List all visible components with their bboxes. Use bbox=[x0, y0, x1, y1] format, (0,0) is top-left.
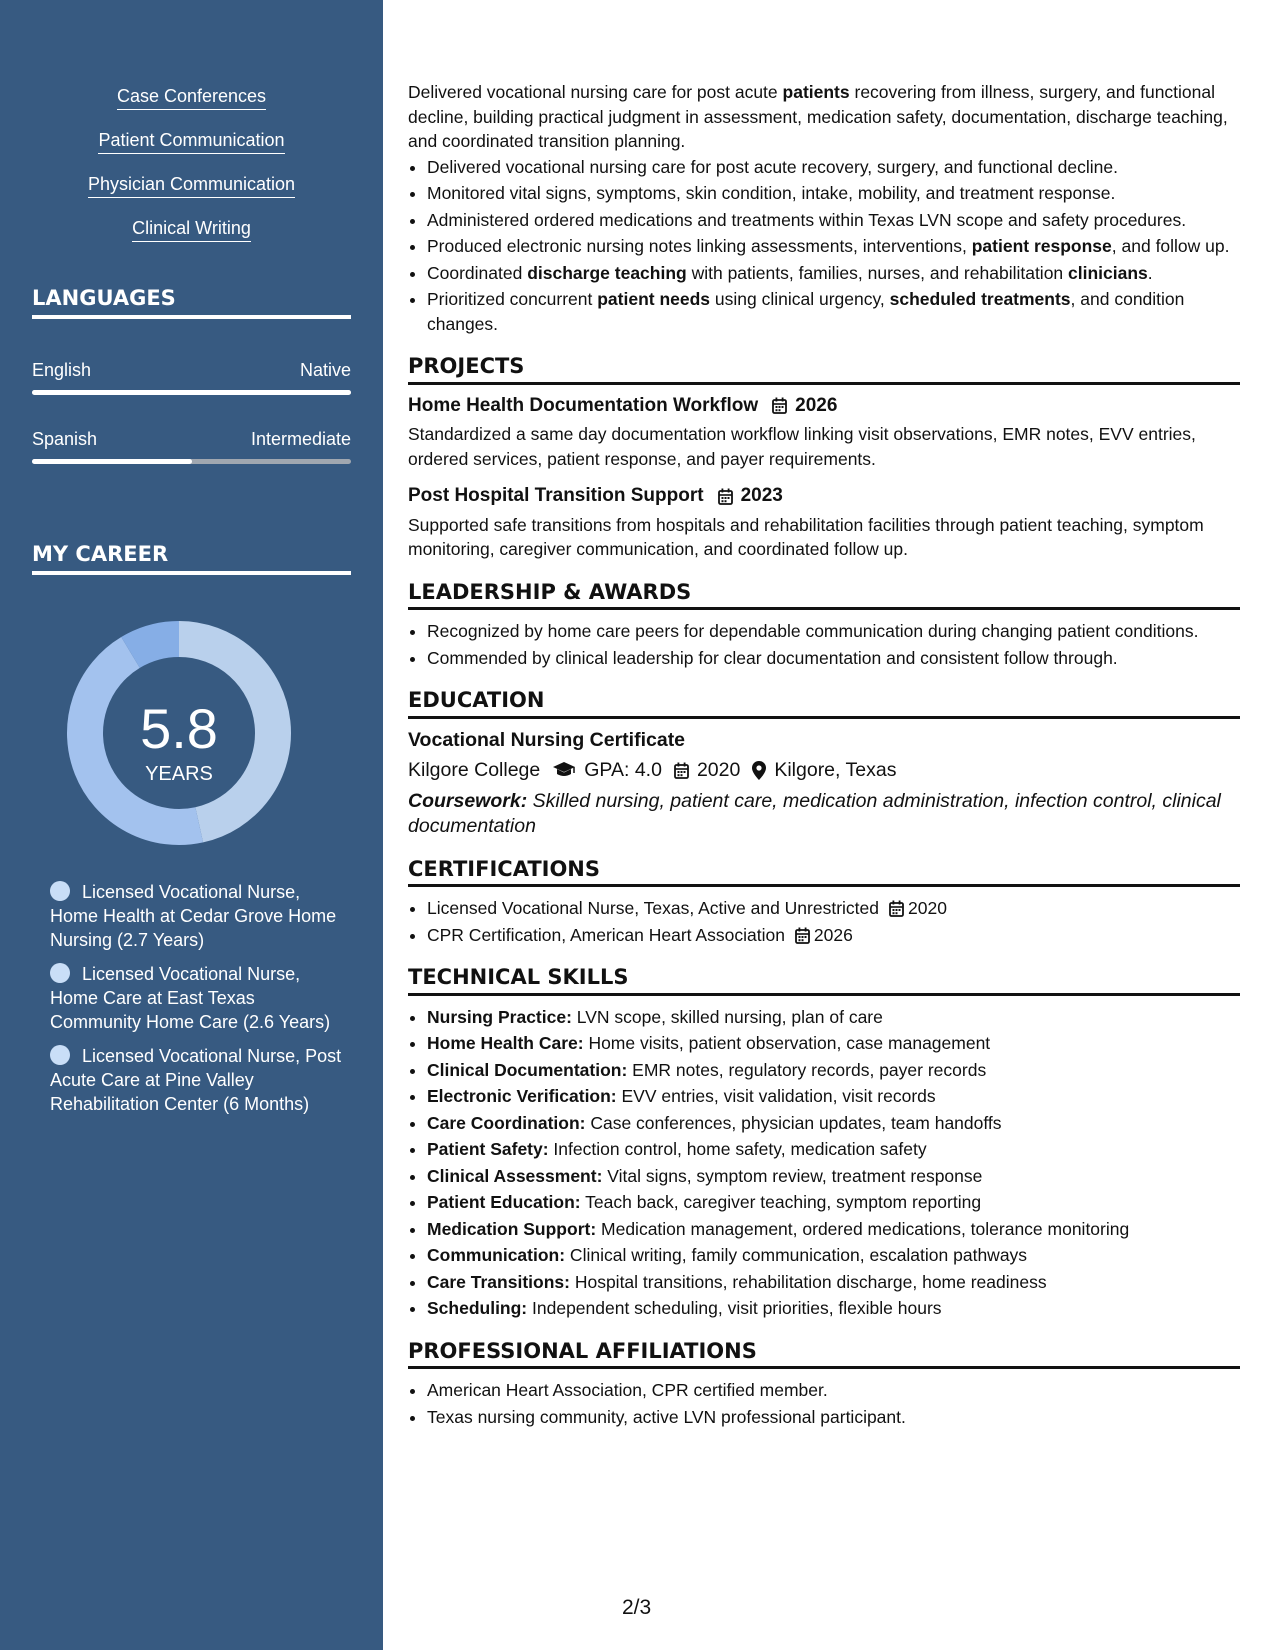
summary-text: Delivered vocational nursing care for post acute bbox=[408, 82, 783, 102]
education-degree: Vocational Nursing Certificate bbox=[408, 728, 686, 751]
project-year: 2026 bbox=[795, 394, 838, 416]
technical-skills-list bbox=[408, 1005, 1240, 1321]
technical-skill-item: • Patient Safety: Infection control, home safety, medication safety bbox=[427, 1137, 1240, 1162]
career-item bbox=[50, 962, 350, 1034]
sidebar bbox=[0, 0, 383, 1650]
project-description: Standardized a same day documentation workflow linking visit observations, EMR notes, EVV entries, ordered services, patient response, and payer requirements. bbox=[408, 424, 1196, 469]
education-location: Kilgore, Texas bbox=[774, 759, 897, 781]
bullet-dot-icon bbox=[50, 963, 70, 983]
technical-skill-item: • Home Health Care: Home visits, patient observation, case management bbox=[427, 1031, 1240, 1056]
skill-link[interactable]: Clinical Writing bbox=[132, 218, 251, 242]
section-heading-projects: PROJECTS bbox=[408, 354, 1240, 385]
list-item: • Commended by clinical leadership for clear documentation and consistent follow through. bbox=[427, 646, 1240, 671]
languages-heading: LANGUAGES bbox=[32, 286, 351, 319]
career-item-text: Licensed Vocational Nurse, Home Care at East Texas Community Home Care (2.6 Years) bbox=[50, 964, 331, 1032]
calendar-icon bbox=[889, 900, 904, 917]
language-bar-spanish bbox=[32, 459, 351, 464]
language-name: Spanish bbox=[32, 429, 98, 449]
section-heading-affiliations: PROFESSIONAL AFFILIATIONS bbox=[408, 1339, 1240, 1370]
experience-bullet: • Produced electronic nursing notes linking assessments, interventions, patient response, and follow up. bbox=[427, 234, 1240, 259]
career-item-text: Licensed Vocational Nurse, Post Acute Care at Pine Valley Rehabilitation Center (6 Months) bbox=[50, 1046, 342, 1114]
experience-bullet: • Delivered vocational nursing care for post acute recovery, surgery, and functional decline. bbox=[427, 155, 1240, 180]
cert-year: 2020 bbox=[908, 898, 947, 918]
calendar-icon bbox=[674, 762, 689, 779]
experience-bullet: • Administered ordered medications and treatments within Texas LVN scope and safety procedures. bbox=[427, 208, 1240, 233]
skill-link[interactable]: Patient Communication bbox=[98, 130, 284, 154]
technical-skill-item: • Scheduling: Independent scheduling, visit priorities, flexible hours bbox=[427, 1296, 1240, 1321]
technical-skill-item: • Clinical Assessment: Vital signs, symptom review, treatment response bbox=[427, 1164, 1240, 1189]
coursework-label: Coursework: bbox=[408, 789, 528, 812]
experience-bullet: • Coordinated discharge teaching with patients, families, nurses, and rehabilitation clinicians. bbox=[427, 261, 1240, 286]
technical-skill-item: • Medication Support: Medication management, ordered medications, tolerance monitoring bbox=[427, 1217, 1240, 1242]
list-item: • Texas nursing community, active LVN professional participant. bbox=[427, 1405, 1240, 1430]
skill-link[interactable]: Case Conferences bbox=[117, 86, 266, 110]
career-list bbox=[50, 880, 350, 1126]
list-item bbox=[427, 923, 1240, 948]
education-gpa: GPA: 4.0 bbox=[584, 759, 662, 781]
technical-skill-item: • Clinical Documentation: EMR notes, regulatory records, payer records bbox=[427, 1058, 1240, 1083]
technical-skill-item: • Care Transitions: Hospital transitions, rehabilitation discharge, home readiness bbox=[427, 1270, 1240, 1295]
career-total-value: 5.8 bbox=[140, 697, 218, 760]
project-year: 2023 bbox=[740, 485, 783, 506]
language-bar-fill bbox=[32, 390, 351, 395]
technical-skill-item: • Patient Education: Teach back, caregiver teaching, symptom reporting bbox=[427, 1190, 1240, 1215]
language-level: Native bbox=[299, 360, 351, 380]
cert-name: Licensed Vocational Nurse, Texas, Active and Unrestricted bbox=[427, 898, 880, 918]
calendar-icon bbox=[772, 397, 787, 414]
language-bar-english bbox=[32, 390, 351, 395]
main-content bbox=[408, 80, 1240, 1431]
certifications-list bbox=[408, 896, 1240, 947]
project-name: Home Health Documentation Workflow bbox=[408, 394, 759, 416]
section-heading-education: EDUCATION bbox=[408, 688, 1240, 719]
project-description: Supported safe transitions from hospitals and rehabilitation facilities through patient teaching, symptom monitoring, caregiver communication, and coordinated follow up. bbox=[408, 514, 1204, 559]
career-item bbox=[50, 880, 350, 952]
affiliations-list bbox=[408, 1378, 1240, 1429]
language-name: English bbox=[32, 360, 92, 380]
donut-segment bbox=[131, 639, 179, 652]
education-details bbox=[408, 758, 1240, 783]
experience-summary bbox=[408, 80, 1240, 154]
skill-link[interactable]: Physician Communication bbox=[88, 174, 295, 198]
cert-year: 2026 bbox=[813, 924, 853, 945]
experience-bullet: • Prioritized concurrent patient needs using clinical urgency, scheduled treatments, and condition changes. bbox=[427, 287, 1240, 336]
career-heading: MY CAREER bbox=[32, 542, 351, 575]
project-title bbox=[408, 394, 1240, 419]
experience-bullets bbox=[408, 155, 1240, 337]
technical-skill-item: • Communication: Clinical writing, family communication, escalation pathways bbox=[427, 1243, 1240, 1268]
career-total-unit: YEARS bbox=[145, 763, 213, 785]
location-pin-icon bbox=[752, 761, 766, 780]
project-title bbox=[408, 484, 1240, 509]
project-name: Post Hospital Transition Support bbox=[408, 485, 704, 506]
career-donut-chart bbox=[66, 620, 292, 846]
education-school: Kilgore College bbox=[408, 759, 541, 781]
language-row-spanish bbox=[32, 429, 351, 450]
bullet-dot-icon bbox=[50, 881, 70, 901]
language-bar-fill bbox=[32, 459, 192, 464]
page-number: 2/3 bbox=[622, 1596, 652, 1619]
technical-skill-item: • Nursing Practice: LVN scope, skilled nursing, plan of care bbox=[427, 1005, 1240, 1030]
career-item-text: Licensed Vocational Nurse, Home Health at Cedar Grove Home Nursing (2.7 Years) bbox=[50, 882, 337, 950]
list-item bbox=[427, 896, 1240, 921]
list-item: • Recognized by home care peers for dependable communication during changing patient conditions. bbox=[427, 619, 1240, 644]
education-coursework bbox=[408, 789, 1240, 839]
career-item bbox=[50, 1044, 350, 1116]
experience-bullet: • Monitored vital signs, symptoms, skin condition, intake, mobility, and treatment response. bbox=[427, 181, 1240, 206]
section-heading-certifications: CERTIFICATIONS bbox=[408, 857, 1240, 888]
section-heading-leadership: LEADERSHIP & AWARDS bbox=[408, 580, 1240, 611]
calendar-icon bbox=[718, 488, 733, 505]
education-year: 2020 bbox=[696, 759, 741, 781]
summary-text: recovering from illness, surgery, and functional decline, building practical judgment in assessment, medication safety, documentation, discharge teaching, and coordinated transition planning. bbox=[408, 82, 1228, 151]
section-heading-technical-skills: TECHNICAL SKILLS bbox=[408, 965, 1240, 996]
coursework-text: Skilled nursing, patient care, medication administration, infection control, clinical documentation bbox=[408, 789, 1221, 837]
calendar-icon bbox=[795, 927, 810, 944]
skill-links bbox=[0, 86, 383, 262]
technical-skill-item: • Care Coordination: Case conferences, physician updates, team handoffs bbox=[427, 1111, 1240, 1136]
language-row-english bbox=[32, 360, 351, 381]
graduation-cap-icon bbox=[552, 761, 576, 779]
cert-name: CPR Certification, American Heart Association bbox=[427, 924, 785, 945]
leadership-list bbox=[408, 619, 1240, 670]
technical-skill-item: • Electronic Verification: EVV entries, visit validation, visit records bbox=[427, 1084, 1240, 1109]
list-item: • American Heart Association, CPR certified member. bbox=[427, 1378, 1240, 1403]
language-level: Intermediate bbox=[250, 429, 351, 449]
bullet-dot-icon bbox=[50, 1045, 70, 1065]
summary-bold: patients bbox=[782, 82, 850, 102]
